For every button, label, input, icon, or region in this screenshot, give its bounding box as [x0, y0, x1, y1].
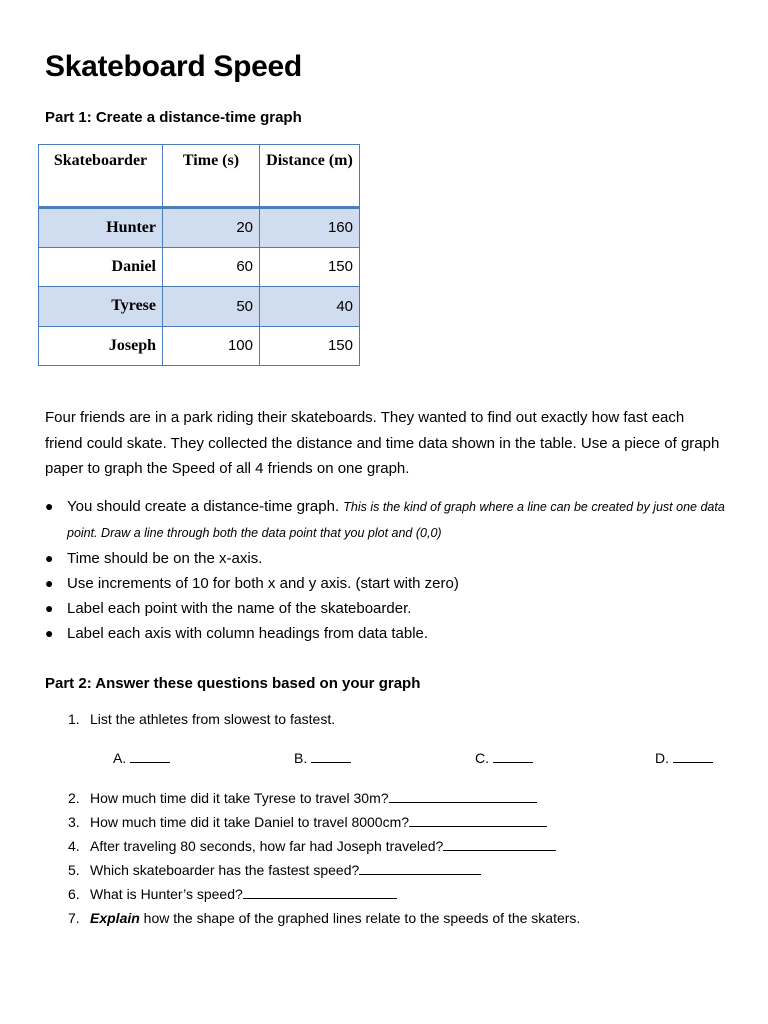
bullet-icon: ●	[45, 550, 54, 566]
question-emphasis: Explain	[90, 910, 140, 926]
bullet-text: Time should be on the x-axis.	[67, 550, 263, 567]
answer-choice-c	[475, 750, 533, 766]
question-number: 3.	[68, 814, 80, 830]
list-item	[45, 546, 745, 571]
list-item	[68, 882, 580, 906]
question-text: Which skateboarder has the fastest speed?	[90, 862, 360, 878]
instructions-list	[45, 494, 745, 646]
data-table	[38, 144, 360, 366]
answer-choice-d	[655, 750, 713, 766]
bullet-italic-note: This is the kind of graph where a line can be created by just one data point. Draw a line through both the data point that you plot and (0,0)	[67, 500, 725, 540]
choice-label: D.	[655, 750, 669, 766]
cell-name: Tyrese	[39, 287, 163, 327]
answer-blank[interactable]	[673, 750, 713, 763]
bullet-icon: ●	[45, 600, 54, 616]
cell-distance: 150	[260, 326, 360, 366]
question-number: 1.	[68, 711, 80, 727]
answer-blank[interactable]	[359, 862, 481, 875]
table-row	[39, 287, 360, 327]
list-item	[45, 494, 745, 546]
answer-blank[interactable]	[389, 790, 537, 803]
cell-name: Hunter	[39, 208, 163, 248]
cell-name: Joseph	[39, 326, 163, 366]
answer-blank[interactable]	[409, 814, 547, 827]
bullet-text: Label each point with the name of the skateboarder.	[67, 600, 412, 617]
list-item	[68, 906, 580, 930]
cell-distance: 40	[260, 287, 360, 327]
list-item	[68, 858, 580, 882]
part1-heading: Part 1: Create a distance-time graph	[45, 109, 302, 126]
question-number: 6.	[68, 886, 80, 902]
bullet-text: Label each axis with column headings from data table.	[67, 625, 429, 642]
header-skateboarder: Skateboarder	[39, 145, 163, 208]
header-time: Time (s)	[163, 145, 260, 208]
bullet-icon: ●	[45, 625, 54, 641]
cell-name: Daniel	[39, 247, 163, 287]
cell-distance: 160	[260, 208, 360, 248]
questions-list	[68, 786, 580, 930]
question-text: how the shape of the graphed lines relate to the speeds of the skaters.	[139, 910, 581, 926]
table-row	[39, 208, 360, 248]
question-number: 4.	[68, 838, 80, 854]
table-row	[39, 247, 360, 287]
part2-heading: Part 2: Answer these questions based on your graph	[45, 675, 421, 692]
cell-time: 100	[163, 326, 260, 366]
answer-blank[interactable]	[443, 838, 556, 851]
list-item	[45, 571, 745, 596]
table-header-row	[39, 145, 360, 208]
list-item	[68, 834, 580, 858]
cell-time: 50	[163, 287, 260, 327]
intro-paragraph: Four friends are in a park riding their skateboards. They wanted to find out exactly how fast each friend could skate. They collected the distance and time data shown in the table. Use a piece of graph paper to graph the Speed of all 4 friends on one graph.	[45, 409, 720, 477]
header-distance: Distance (m)	[260, 145, 360, 208]
answer-choice-a	[113, 750, 170, 766]
question-text: After traveling 80 seconds, how far had Joseph traveled?	[90, 838, 444, 854]
cell-distance: 150	[260, 247, 360, 287]
cell-time: 20	[163, 208, 260, 248]
bullet-text: Use increments of 10 for both x and y axis. (start with zero)	[67, 575, 459, 592]
question-text: List the athletes from slowest to fastest.	[90, 711, 336, 727]
bullet-icon: ●	[45, 575, 54, 591]
list-item	[45, 621, 745, 646]
question-1	[68, 711, 335, 727]
choice-label: A.	[113, 750, 127, 766]
choice-label: B.	[294, 750, 308, 766]
question-number: 2.	[68, 790, 80, 806]
table-row	[39, 326, 360, 366]
list-item	[45, 596, 745, 621]
answer-choice-b	[294, 750, 351, 766]
answer-blank[interactable]	[130, 750, 170, 763]
list-item	[68, 786, 580, 810]
list-item	[68, 810, 580, 834]
question-number: 7.	[68, 910, 80, 926]
answer-blank[interactable]	[493, 750, 533, 763]
question-text: What is Hunter’s speed?	[90, 886, 243, 902]
bullet-icon: ●	[45, 498, 54, 514]
question-text: How much time did it take Daniel to travel 8000cm?	[90, 814, 410, 830]
bullet-text: You should create a distance-time graph.	[67, 498, 344, 515]
question-number: 5.	[68, 862, 80, 878]
answer-blank[interactable]	[243, 886, 397, 899]
page-title: Skateboard Speed	[45, 50, 302, 83]
question-text: How much time did it take Tyrese to travel 30m?	[90, 790, 389, 806]
cell-time: 60	[163, 247, 260, 287]
choice-label: C.	[475, 750, 489, 766]
answer-blank[interactable]	[311, 750, 351, 763]
